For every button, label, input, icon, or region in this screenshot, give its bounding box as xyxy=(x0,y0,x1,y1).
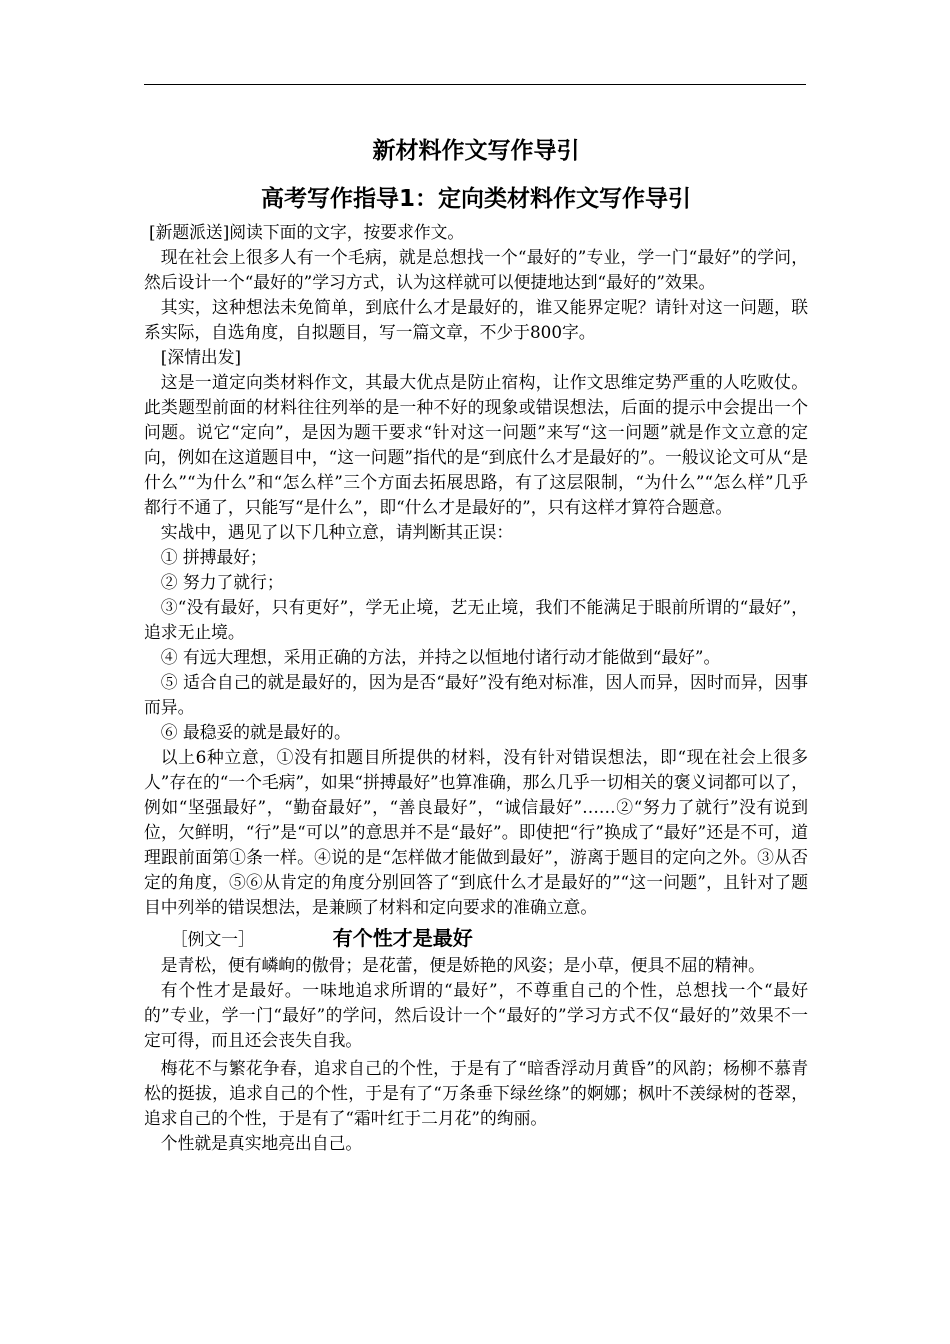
example-paragraph-4: 个性就是真实地亮出自己。 xyxy=(160,1133,363,1153)
material-paragraph-1: 现在社会上很多人有一个毛病，就是总想找一个“最好的”专业，学一门“最好”的学问，然后设计一个“最好的”学习方式，认为这样就可以便捷地达到“最好的”效果。 xyxy=(144,247,808,292)
idea-item-5: ⑤ 适合自己的就是最好的，因为是否“最好”没有绝对标准，因人而异，因时而异，因事而异。 xyxy=(144,672,808,717)
task-intro: [新题派送]阅读下面的文字，按要求作文。 xyxy=(149,222,465,242)
example-title: 有个性才是最好 xyxy=(332,926,473,950)
idea-item-3: ③“没有最好，只有更好”，学无止境，艺无止境，我们不能满足于眼前所谓的“最好”，追求无止境。 xyxy=(144,597,808,642)
idea-item-6: ⑥ 最稳妥的就是最好的。 xyxy=(160,722,351,742)
document-body xyxy=(144,132,808,1156)
example-paragraph-2: 有个性才是最好。一味地追求所谓的“最好”，不尊重自己的个性，总想找一个“最好的”专业，学一门“最好”的学问，然后设计一个“最好的”学习方式不仅“最好的”效果不一定可得，而且还会丧失自我。 xyxy=(144,980,808,1050)
idea-item-2: ② 努力了就行； xyxy=(160,572,284,592)
example-paragraph-3: 梅花不与繁花争春，追求自己的个性，于是有了“暗香浮动月黄昏”的风韵；杨柳不慕青松的挺拔，追求自己的个性，于是有了“万条垂下绿丝绦”的婀娜；枫叶不羡绿树的苍翠，追求自己的个性，于是有了“霜叶红于二月花”的绚丽。 xyxy=(144,1058,808,1128)
idea-item-1: ① 拼搏最好； xyxy=(160,547,267,567)
practice-intro: 实战中，遇见了以下几种立意，请判断其正误： xyxy=(160,522,514,542)
evaluation-paragraph: 以上6种立意，①没有扣题目所提供的材料，没有针对错误想法，即“现在社会上很多人”存在的“一个毛病”，如果“拼搏最好”也算准确，那么几乎一切相关的褒义词都可以了，例如“坚强最好”，“勤奋最好”，“善良最好”，“诚信最好”……②“努力了就行”没有说到位，欠鲜明，“行”是“可以”的意思并不是“最好”。即使把“行”换成了“最好”还是不可，道理跟前面第①条一样。④说的是“怎样做才能做到最好”，游离于题目的定向之外。③从否定的角度，⑤⑥从肯定的角度分别回答了“到底什么才是最好的”“这一问题”，且针对了题目中列举的错误想法，是兼顾了材料和定向要求的准确立意。 xyxy=(144,747,808,917)
analysis-paragraph: 这是一道定向类材料作文，其最大优点是防止宿构，让作文思维定势严重的人吃败仗。此类题型前面的材料往往列举的是一种不好的现象或错误想法，后面的提示中会提出一个问题。说它“定向”，是因为题干要求“针对这一问题”来写“这一问题”就是作文立意的定向，例如在这道题目中，“这一问题”指代的是“到底什么才是最好的”。一般议论文可从“是什么”“为什么”和“怎么样”三个方面去拓展思路，有了这层限制，“为什么”“怎么样”几乎都行不通了，只能写“是什么”，即“什么才是最好的”，只有这样才算符合题意。 xyxy=(144,372,808,517)
material-paragraph-2: 其实，这种想法未免简单，到底什么才是最好的，谁又能界定呢？请针对这一问题，联系实际，自选角度，自拟题目，写一篇文章，不少于800字。 xyxy=(144,297,808,342)
example-paragraph-1: 是青松，便有嶙峋的傲骨；是花蕾，便是娇艳的风姿；是小草，便具不屈的精神。 xyxy=(160,955,765,975)
idea-item-4: ④ 有远大理想，采用正确的方法，并持之以恒地付诸行动才能做到“最好”。 xyxy=(160,647,721,667)
document-subtitle: 高考写作指导1：定向类材料作文写作导引 xyxy=(260,186,691,212)
document-title: 新材料作文写作导引 xyxy=(372,138,580,164)
section-heading-analysis: [深情出发] xyxy=(160,347,242,367)
header-rule xyxy=(144,84,806,85)
example-label: ［例文一］ xyxy=(170,929,255,949)
example-heading xyxy=(144,924,808,953)
